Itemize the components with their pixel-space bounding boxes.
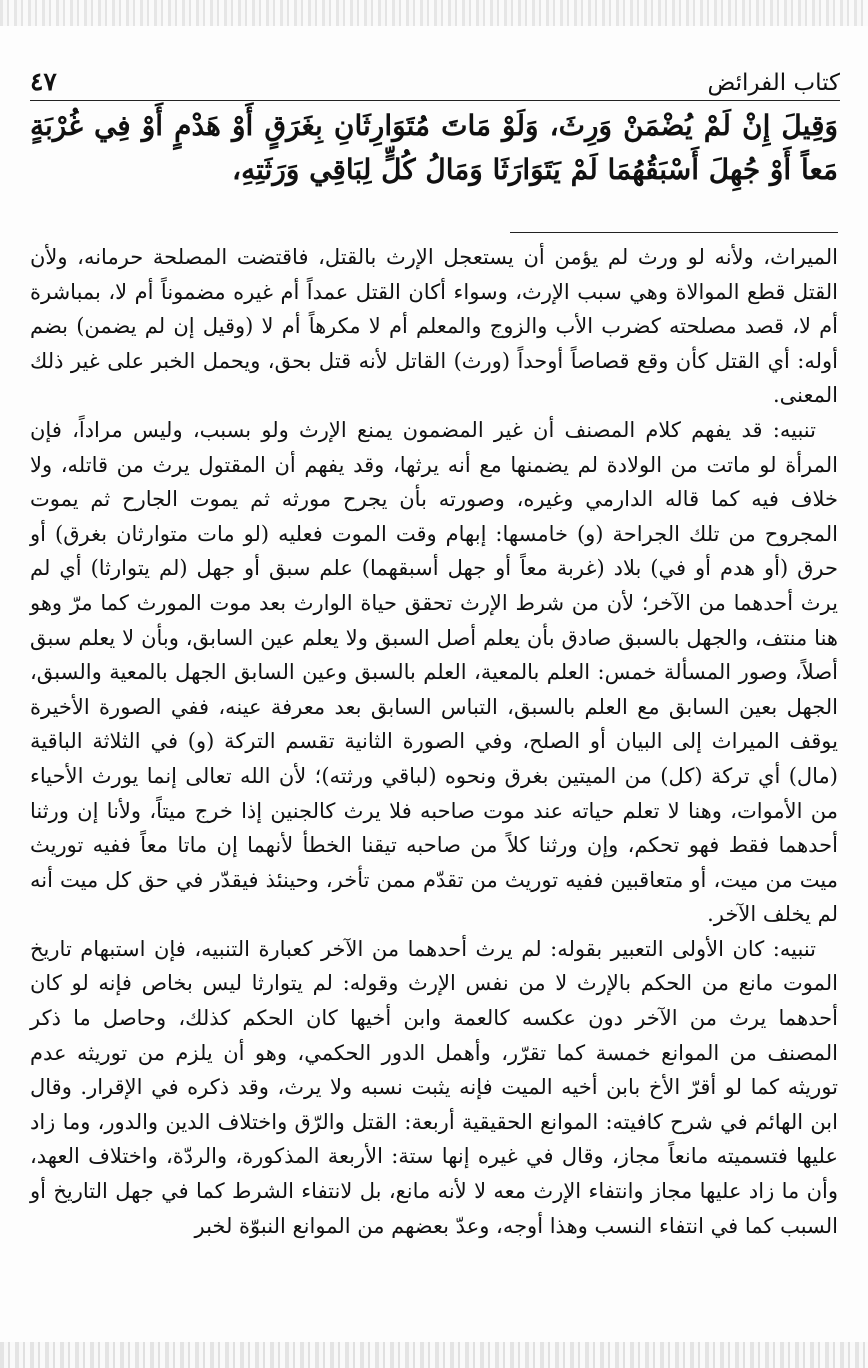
commentary-paragraph: الميراث، ولأنه لو ورث لم يؤمن أن يستعجل الإرث بالقتل، فاقتضت المصلحة حرمانه، ولأن القتل قطع الموالاة وهي سبب الإرث، وسواء أكان القتل عمداً أم غيره مضموناً أم لا، بمباشرة أم لا، قصد مصلحته كضرب الأب والزوج والمعلم أم لا مكرهاً أم لا (وقيل إن لم يضمن) بضم أوله: أي القتل كأن وقع قصاصاً أوحداً (ورث) القاتل لأنه قتل بحق، ويحمل الخبر على غير ذلك المعنى. xyxy=(30,245,838,408)
commentary-body xyxy=(30,240,838,1243)
commentary-paragraph: تنبيه: كان الأولى التعبير بقوله: لم يرث أحدهما من الآخر كعبارة التنبيه، فإن استبهام تاريخ الموت مانع من الحكم بالإرث لا من نفس الإرث وقوله: لم يتوارثا ليس بخاص فإنه لو كان أحدهما يرث من الآخر دون عكسه كالعمة وابن أخيها كان الحكم كذلك، وحاصل ما ذكر المصنف من الموانع خمسة كما تقرّر، وأهمل الدور الحكمي، وهو أن يلزم من توريثه عدم توريثه كما لو أقرّ الأخ بابن أخيه الميت فإنه يثبت نسبه ولا يرث، وقد ذكره في الإقرار. وقال ابن الهائم في شرح كافيته: الموانع الحقيقية أربعة: القتل والرّق واختلاف الدين والدور، وما زاد عليها فتسميته مانعاً مجاز، وقال في غيره إنها ستة: الأربعة المذكورة، والردّة، واختلاف العهد، وأن ما زاد عليها مجاز وانتفاء الإرث معه لا لأنه مانع، بل لانتفاء الشرط كما في جهل التاريخ أو السبب كما في انتفاء النسب وهذا أوجه، وعدّ بعضهم من الموانع النبوّة لخبر xyxy=(30,936,838,1238)
page-number: ٤٧ xyxy=(30,67,57,96)
matn-text: وَقِيلَ إِنْ لَمْ يُضْمَنْ وَرِثَ، وَلَوْ مَاتَ مُتَوَارِثَانِ بِغَرَقٍ أَوْ هَدْمٍ أَوْ فِي غُرْبَةٍ مَعاً أَوْ جُهِلَ أَسْبَقُهُمَا لَمْ يَتَوَارَثَا وَمَالُ كُلٍّ لِبَاقِي وَرَثَتِهِ، xyxy=(30,109,838,186)
commentary-paragraph: تنبيه: قد يفهم كلام المصنف أن غير المضمون يمنع الإرث ولو بسبب، وليس مراداً، فإن المرأة لو ماتت من الولادة لم يضمنها مع أنه يرثها، وقد يفهم أن المقتول يرث من قاتله، ولا خلاف فيه كما قاله الدارمي وغيره، وصورته بأن يجرح مورثه ثم يموت الجارح ثم يموت المجروح من تلك الجراحة (و) خامسها: إبهام وقت الموت فعليه (لو مات متوارثان بغرق) أو حرق (أو هدم أو في) بلاد (غربة معاً أو جهل أسبقهما) علم سبق أو جهل (لم يتوارثا) أي لم يرث أحدهما من الآخر؛ لأن من شرط الإرث تحقق حياة الوارث بعد موت المورث كما مرّ وهو هنا منتف، والجهل بالسبق صادق بأن يعلم أصل السبق ولا يعلم عين السابق، وبأن لا يعلم سبق أصلاً، وصور المسألة خمس: العلم بالمعية، العلم بالسبق وعين السابق الجهل بالمعية والسبق، الجهل بعين السابق مع العلم بالسبق، التباس السابق بعد معرفة عينه، ففي الصورة الأخيرة يوقف الميراث إلى البيان أو الصلح، وفي الصورة الثانية تقسم التركة (و) في الثلاثة الباقية (مال) أي تركة (كل) من الميتين بغرق ونحوه (لباقي ورثته)؛ لأن الله تعالى إنما يورث الأحياء من الأموات، وهنا لا تعلم حياته عند موت صاحبه فلا يرث كالجنين إذا خرج ميتاً، ولأنا إن ورثنا أحدهما فقط فهو تحكم، وإن ورثنا كلاً من صاحبه تيقنا الخطأ لأنهما إن ماتا معاً ففيه توريث ميت من ميت، أو متعاقبين ففيه توريث من تقدّم ممن تأخر، وحينئذ فيقدّر في حق كل ميت أنه لم يخلف الآخر. xyxy=(30,417,838,927)
scan-edge-top xyxy=(0,0,868,26)
book-title: كتاب الفرائض xyxy=(707,70,840,96)
separator-rule xyxy=(510,232,838,233)
scan-edge-bottom xyxy=(0,1342,868,1368)
page-header xyxy=(30,62,840,101)
